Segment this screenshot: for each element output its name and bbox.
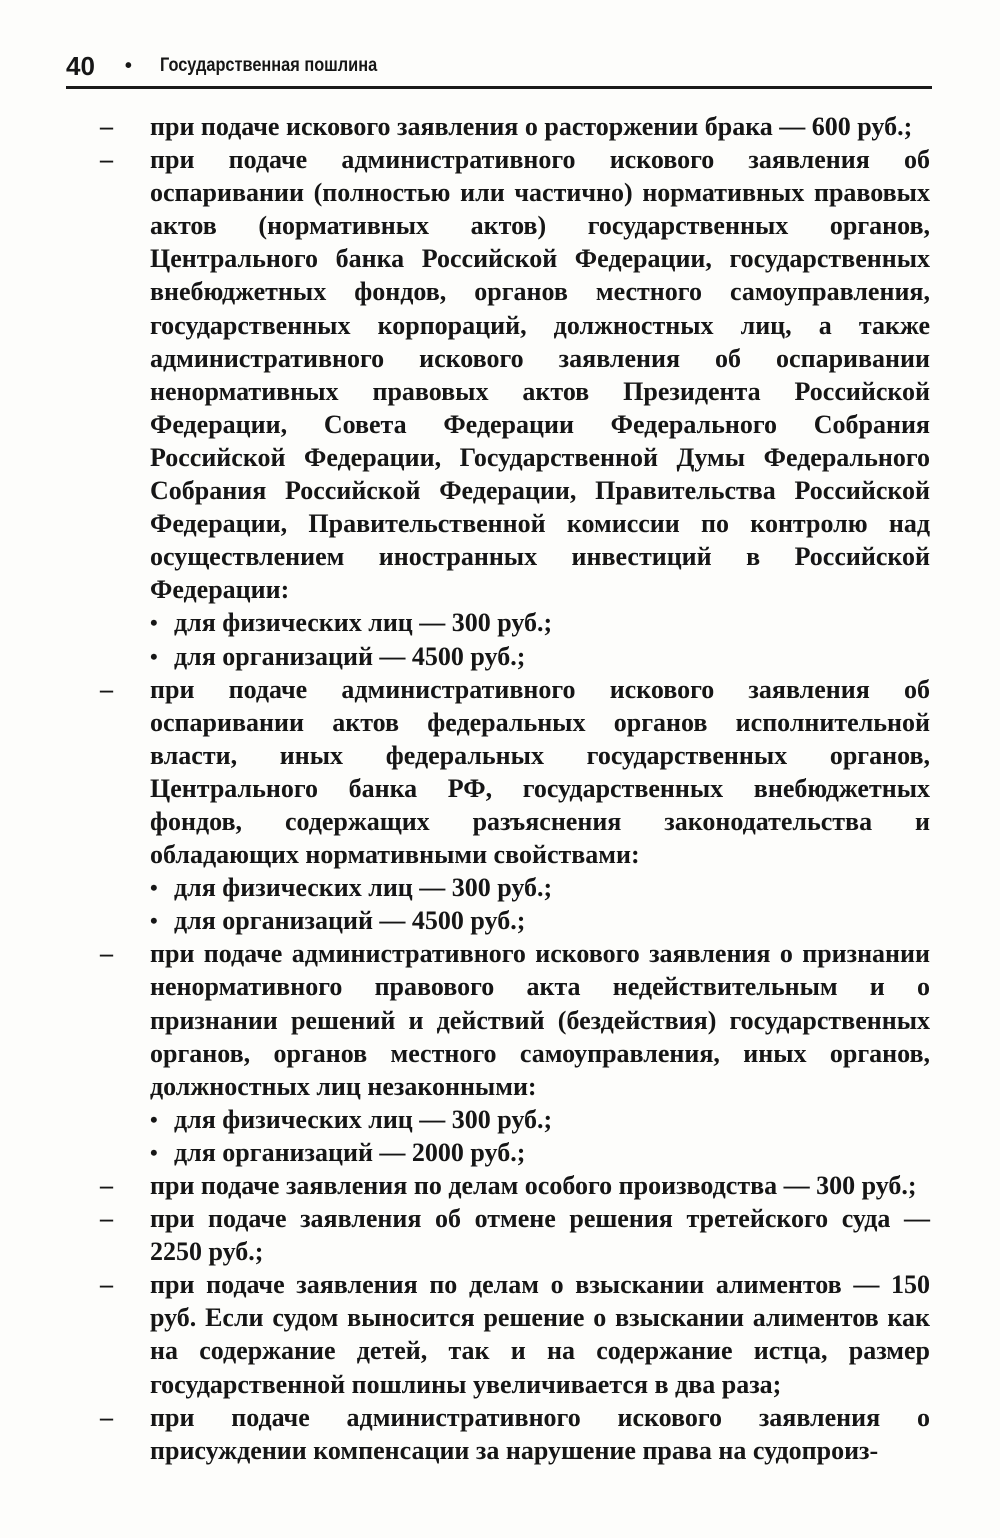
- item-text: при подаче искового заявления о расторжении брака — 600 руб.;: [150, 112, 913, 141]
- header-bullet: •: [124, 55, 132, 77]
- page-number: 40: [66, 50, 95, 81]
- bullet-marker: •: [150, 610, 158, 636]
- bullet-marker: •: [150, 1106, 158, 1132]
- dash-marker: –: [100, 674, 113, 704]
- sub-item-text: для организаций — 4500 руб.;: [174, 906, 526, 936]
- sub-item: [150, 1103, 930, 1136]
- dash-marker: –: [100, 939, 113, 969]
- list-item: [100, 937, 930, 1169]
- sub-item-text: для организаций — 2000 руб.;: [174, 1137, 526, 1167]
- list-item: [100, 673, 930, 938]
- chapter-title: Государственная пошлина: [159, 55, 378, 76]
- bullet-marker: •: [150, 875, 158, 901]
- dash-marker: –: [100, 1270, 113, 1300]
- list-item: [100, 110, 930, 143]
- bullet-marker: •: [150, 643, 158, 669]
- list-item: [100, 1401, 930, 1467]
- dash-marker: –: [100, 112, 113, 141]
- item-text: при подаче административного искового заявления об оспаривании (полностью или частично) нормативных правовых актов (нормативных актов) государственных органов, Центрального банка Российской Федерации, государственных внебюджетных фондов, органов местного самоуправления, государственных корпораций, должностных лиц, а также административного искового заявления об оспаривании ненормативных правовых актов Президента Российской Федерации, Совета Федерации Федерального Собрания Российской Федерации, Государственной Думы Федерального Собрания Российской Федерации, Правительства Российской Федерации, Правительственной комиссии по контролю над осуществлением иностранных инвестиций в Российской Федерации:: [150, 145, 930, 605]
- sub-item-text: для организаций — 4500 руб.;: [174, 641, 526, 671]
- dash-marker: –: [100, 1204, 113, 1234]
- item-text: при подаче заявления по делам о взыскании алиментов — 150 руб. Если судом выносится решение о взыскании алиментов как на содержание детей, так и на содержание истца, размер государственной пошлины увеличивается в два раза;: [150, 1270, 930, 1399]
- item-text: при подаче административного искового заявления об оспаривании актов федеральных органов исполнительной власти, иных федеральных государственных органов, Центрального банка РФ, государственных внебюджетных фондов, содержащих разъяснения законодательства и обладающих нормативными свойствами:: [150, 674, 930, 870]
- sub-item: [150, 1136, 930, 1169]
- item-text: при подаче заявления по делам особого производства — 300 руб.;: [150, 1171, 917, 1200]
- dash-marker: –: [100, 145, 113, 175]
- sub-item-text: для физических лиц — 300 руб.;: [174, 873, 553, 903]
- dash-marker: –: [100, 1171, 113, 1200]
- sub-item: [150, 904, 930, 937]
- bullet-marker: •: [150, 1139, 158, 1165]
- sub-item: [150, 606, 930, 639]
- running-header: [66, 46, 932, 89]
- item-text: при подаче административного искового заявления о присуждении компенсации за нарушение права на судопроиз-: [150, 1402, 930, 1465]
- body-text: [100, 110, 930, 1467]
- item-text: при подаче заявления об отмене решения третейского суда — 2250 руб.;: [150, 1204, 930, 1267]
- bullet-marker: •: [150, 908, 158, 934]
- list-item: [100, 1169, 930, 1202]
- dash-marker: –: [100, 1402, 113, 1432]
- sub-item: [150, 871, 930, 904]
- item-text: при подаче административного искового заявления о признании ненормативного правового акта недействительным и о признании решений и действий (бездействия) государственных органов, органов местного самоуправления, иных органов, должностных лиц незаконными:: [150, 939, 930, 1101]
- sub-item: [150, 640, 930, 673]
- list-item: [100, 143, 930, 673]
- sub-item-text: для физических лиц — 300 руб.;: [174, 608, 553, 638]
- list-item: [100, 1268, 930, 1400]
- list-item: [100, 1202, 930, 1268]
- sub-item-text: для физических лиц — 300 руб.;: [174, 1104, 553, 1134]
